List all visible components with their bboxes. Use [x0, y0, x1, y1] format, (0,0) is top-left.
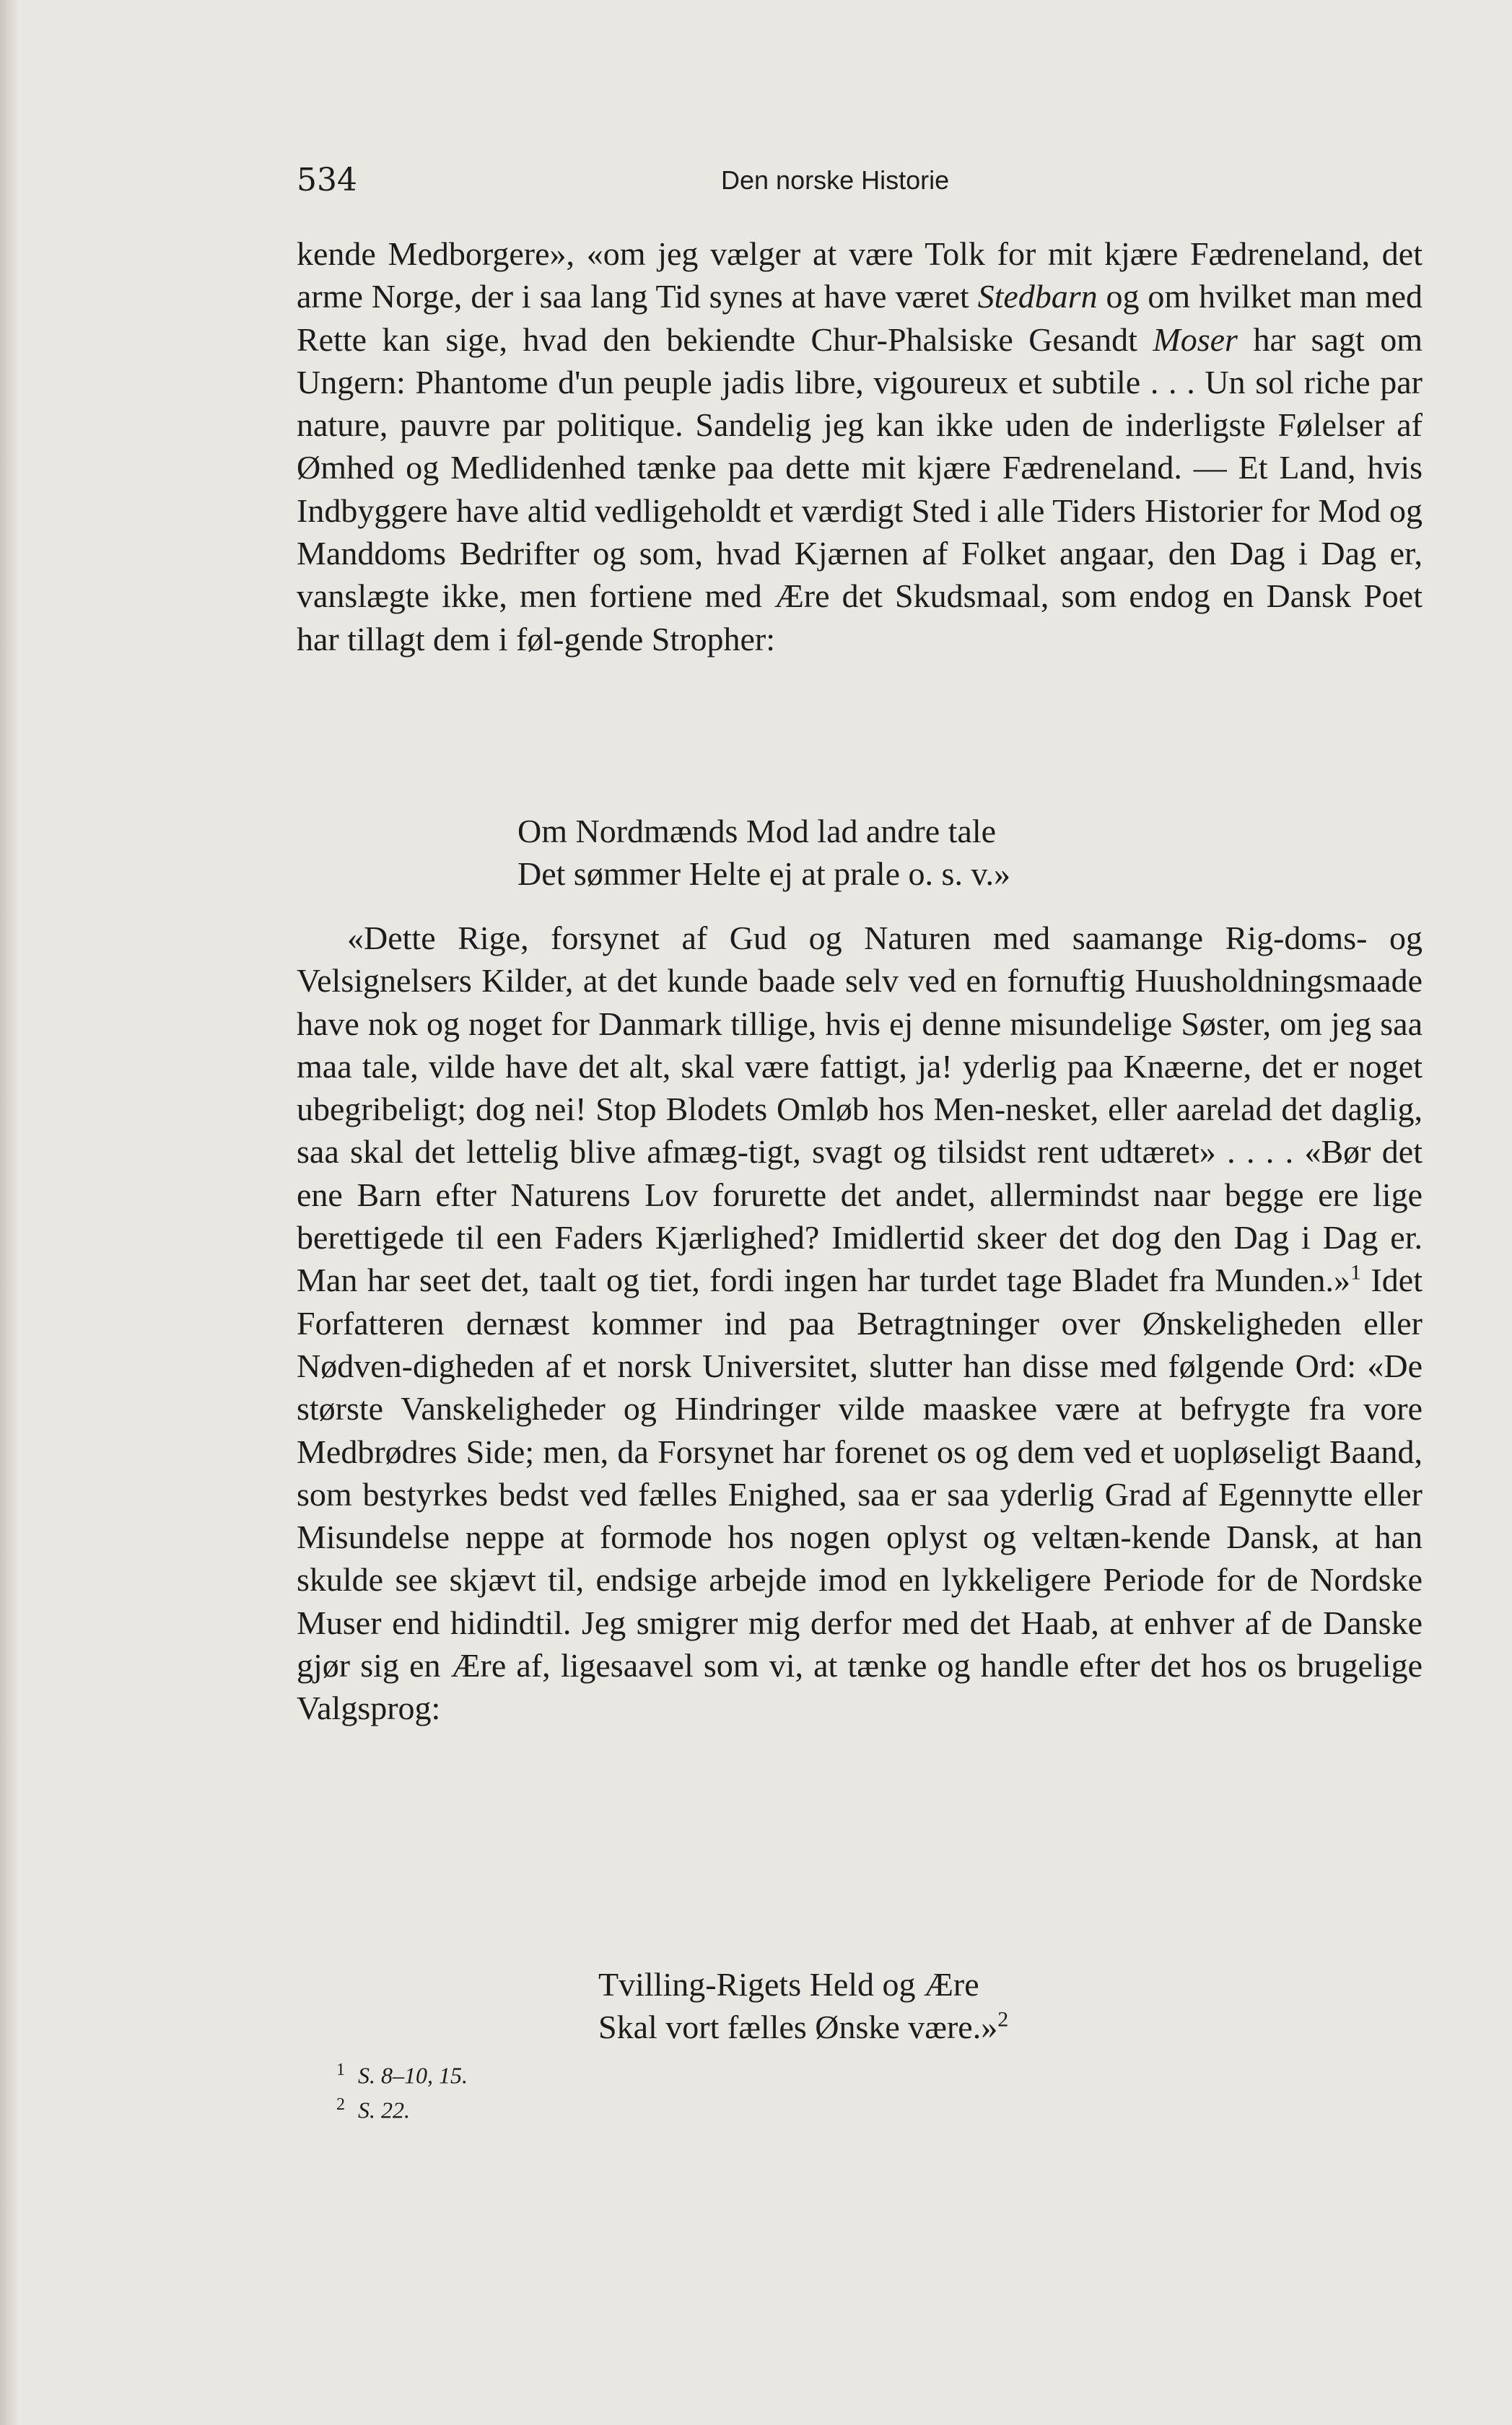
verse-2-line-2-text: Skal vort fælles Ønske være.»: [598, 2009, 998, 2046]
page-number: 534: [297, 162, 357, 198]
footnote-1-ref: S. 8–10, 15.: [358, 2062, 468, 2089]
footnote-1-mark: 1: [336, 2061, 345, 2079]
verse-quote-1: [517, 810, 1010, 896]
footnote-2-ref: S. 22.: [358, 2097, 410, 2123]
paragraph-1-text-a: kende Medborgere», «om jeg vælger at være Tolk for mit kjære Fædreneland, det arme Norge, der i saa lang Tid synes at have været: [297, 235, 1423, 315]
paragraph-1: [297, 232, 1423, 660]
paragraph-1-text-c: har sagt om Ungern: Phantome d'un peuple jadis libre, vigoureux et subtile . . . Un sol riche par nature, pauvre par politique. Sandelig jeg kan ikke uden de inderligste Følelser af Ømhed og Medlidenhed tænke paa dette mit kjære Fædreneland. — Et Land, hvis Indbyggere have altid vedligeholdt et værdigt Sted i alle Tiders Historier for Mod og Manddoms Bedrifter og som, hvad Kjærnen af Folket angaar, den Dag i Dag er, vanslægte ikke, men fortiene med Ære det Skudsmaal, som endog en Dansk Poet har tillagt dem i føl-gende Stropher:: [297, 320, 1423, 657]
paragraph-2: [297, 917, 1423, 1730]
paragraph-2-text-b: Idet Forfatteren dernæst kommer ind paa Betragtninger over Ønskeligheden eller Nødven-digheden af et norsk Universitet, slutter han disse med følgende Ord: «De største Vanskeligheder og Hindringer vilde maaskee være at befrygte fra vore Medbrødres Side; men, da Forsynet har forenet os og dem ved et uopløseligt Baand, som bestyrkes bedst ved fælles Enighed, saa er saa yderlig Grad af Egennytte eller Misundelse neppe at formode hos nogen oplyst og veltæn-kende Dansk, at han skulde see skjævt til, endsige arbejde imod en lykkeligere Periode for de Nordske Muser end hidindtil. Jeg smigrer mig derfor med det Haab, at enhver af de Danske gjør sig en Ære af, ligesaavel som vi, at tænke og handle efter det hos os brugelige Valgsprog:: [297, 1262, 1423, 1727]
running-title: Den norske Historie: [721, 165, 950, 195]
paragraph-1-italic-moser: Moser: [1153, 320, 1238, 358]
page-edge: [0, 0, 19, 2425]
verse-1-line-2: Det sømmer Helte ej at prale o. s. v.»: [517, 855, 1010, 893]
footnote-ref-2: 2: [997, 2007, 1009, 2032]
verse-quote-2: [598, 1963, 1008, 2049]
footnote-1: [336, 2055, 468, 2090]
verse-2-line-1: Tvilling-Rigets Held og Ære: [598, 1966, 979, 2003]
paragraph-1-italic-stedbarn: Stedbarn: [977, 278, 1098, 315]
footnote-2: [336, 2090, 468, 2125]
paragraph-1-text-b: og om hvilket man med Rette kan sige, hvad den bekiendte Chur-Phalsiske Gesandt: [297, 278, 1423, 358]
verse-2-line-2: [598, 2006, 1008, 2048]
running-header: [297, 160, 1423, 201]
footnote-2-mark: 2: [336, 2094, 345, 2114]
verse-1-line-1: Om Nordmænds Mod lad andre tale: [517, 813, 997, 849]
paragraph-2-text-a: «Dette Rige, forsynet af Gud og Naturen med saamange Rig-doms- og Velsignelsers Kilder, at det kunde baade selv ved en fornuftig Huusholdningsmaade have nok og noget for Danmark tillige, hvis ej denne misundelige Søster, om jeg saa maa tale, vilde have det alt, skal være fattigt, ja! yderlig paa Knæerne, det er noget ubegribeligt; dog nei! Stop Blodets Omløb hos Men-nesket, eller aarelad det daglig, saa skal det lettelig blive afmæg-tigt, svagt og tilsidst rent udtæret» . . . . «Bør det ene Barn efter Naturens Lov forurette det andet, allermindst naar begge ere lige berettigede til een Faders Kjærlighed? Imidlertid skeer det dog den Dag i Dag er. Man har seet det, taalt og tiet, fordi ingen har turdet tage Bladet fra Munden.»: [297, 919, 1423, 1299]
footnote-ref-1: 1: [1350, 1261, 1361, 1285]
footnotes: [336, 2055, 468, 2124]
